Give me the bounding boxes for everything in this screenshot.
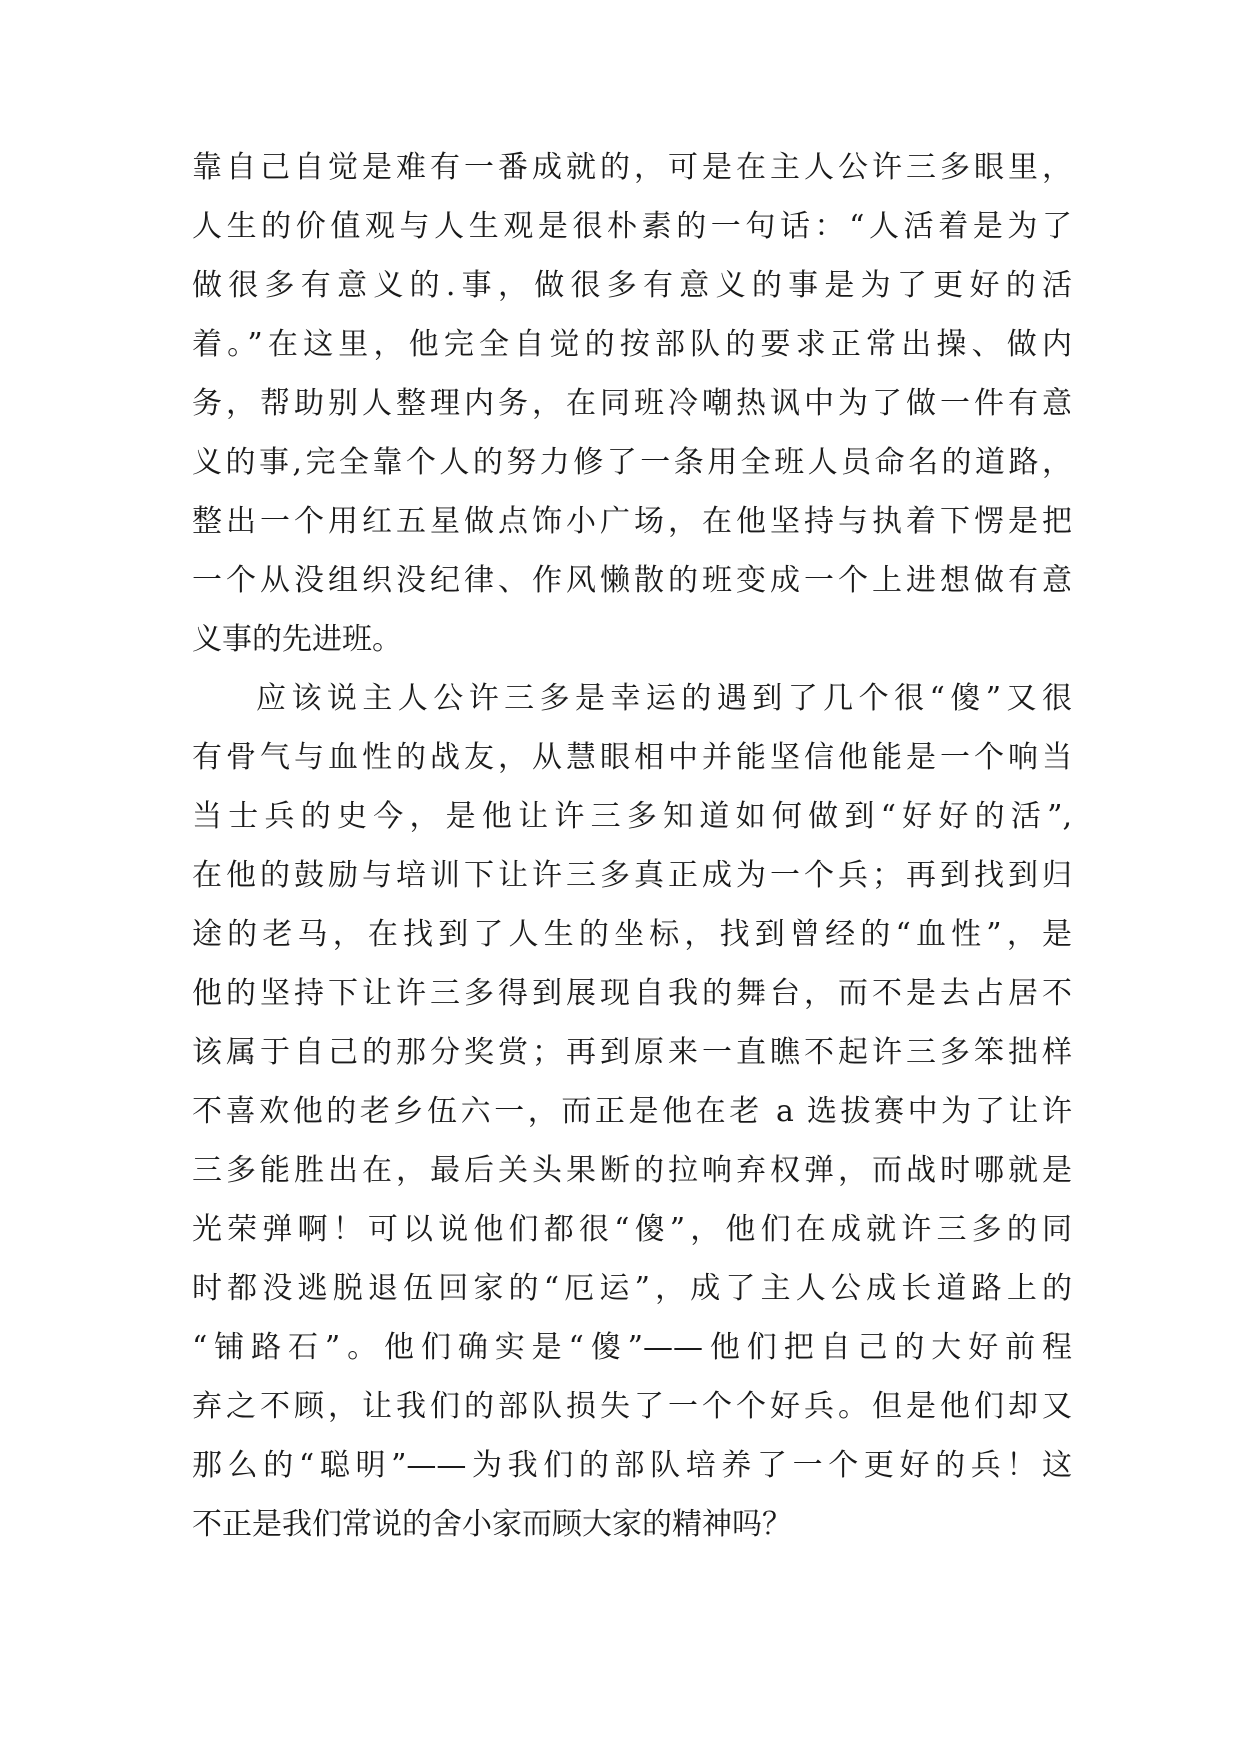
text-line: 那么的“聪明”——为我们的部队培养了一个更好的兵！这 — [192, 1448, 1072, 1483]
text-line: 义的事,完全靠个人的努力修了一条用全班人员命名的道路， — [192, 445, 1072, 480]
text-line: 该属于自己的那分奖赏；再到原来一直瞧不起许三多笨拙样 — [192, 1035, 1072, 1070]
paragraph-1 — [192, 138, 1072, 669]
text-line: 整出一个用红五星做点饰小广场，在他坚持与执着下愣是把 — [192, 504, 1072, 539]
text-line: 应该说主人公许三多是幸运的遇到了几个很“傻”又很 — [256, 681, 1072, 716]
text-line: 着。”在这里，他完全自觉的按部队的要求正常出操、做内 — [192, 327, 1072, 362]
text-line: 三多能胜出在，最后关头果断的拉响弃权弹，而战时哪就是 — [192, 1153, 1072, 1188]
paragraph-2 — [192, 669, 1072, 1554]
text-line: 不正是我们常说的舍小家而顾大家的精神吗？ — [192, 1507, 792, 1542]
text-line: 不喜欢他的老乡伍六一，而正是他在老 a 选拔赛中为了让许 — [192, 1094, 1072, 1129]
text-line: 做很多有意义的.事，做很多有意义的事是为了更好的活 — [192, 268, 1072, 303]
text-line: 一个从没组织没纪律、作风懒散的班变成一个上进想做有意 — [192, 563, 1072, 598]
text-line: 光荣弹啊！可以说他们都很“傻”，他们在成就许三多的同 — [192, 1212, 1072, 1247]
text-line: 务，帮助别人整理内务，在同班冷嘲热讽中为了做一件有意 — [192, 386, 1072, 421]
text-line: 弃之不顾，让我们的部队损失了一个个好兵。但是他们却又 — [192, 1389, 1072, 1424]
text-line: 有骨气与血性的战友，从慧眼相中并能坚信他能是一个响当 — [192, 740, 1072, 775]
text-line: “铺路石”。他们确实是“傻”——他们把自己的大好前程 — [192, 1330, 1072, 1365]
text-line: 途的老马，在找到了人生的坐标，找到曾经的“血性”，是 — [192, 917, 1072, 952]
text-line: 他的坚持下让许三多得到展现自我的舞台，而不是去占居不 — [192, 976, 1072, 1011]
text-line: 义事的先进班。 — [192, 622, 402, 657]
text-line: 人生的价值观与人生观是很朴素的一句话：“人活着是为了 — [192, 209, 1072, 244]
text-line: 当士兵的史今，是他让许三多知道如何做到“好好的活”, — [192, 799, 1072, 834]
text-line: 时都没逃脱退伍回家的“厄运”，成了主人公成长道路上的 — [192, 1271, 1072, 1306]
text-line: 靠自己自觉是难有一番成就的，可是在主人公许三多眼里， — [192, 150, 1072, 185]
text-line: 在他的鼓励与培训下让许三多真正成为一个兵；再到找到归 — [192, 858, 1072, 893]
